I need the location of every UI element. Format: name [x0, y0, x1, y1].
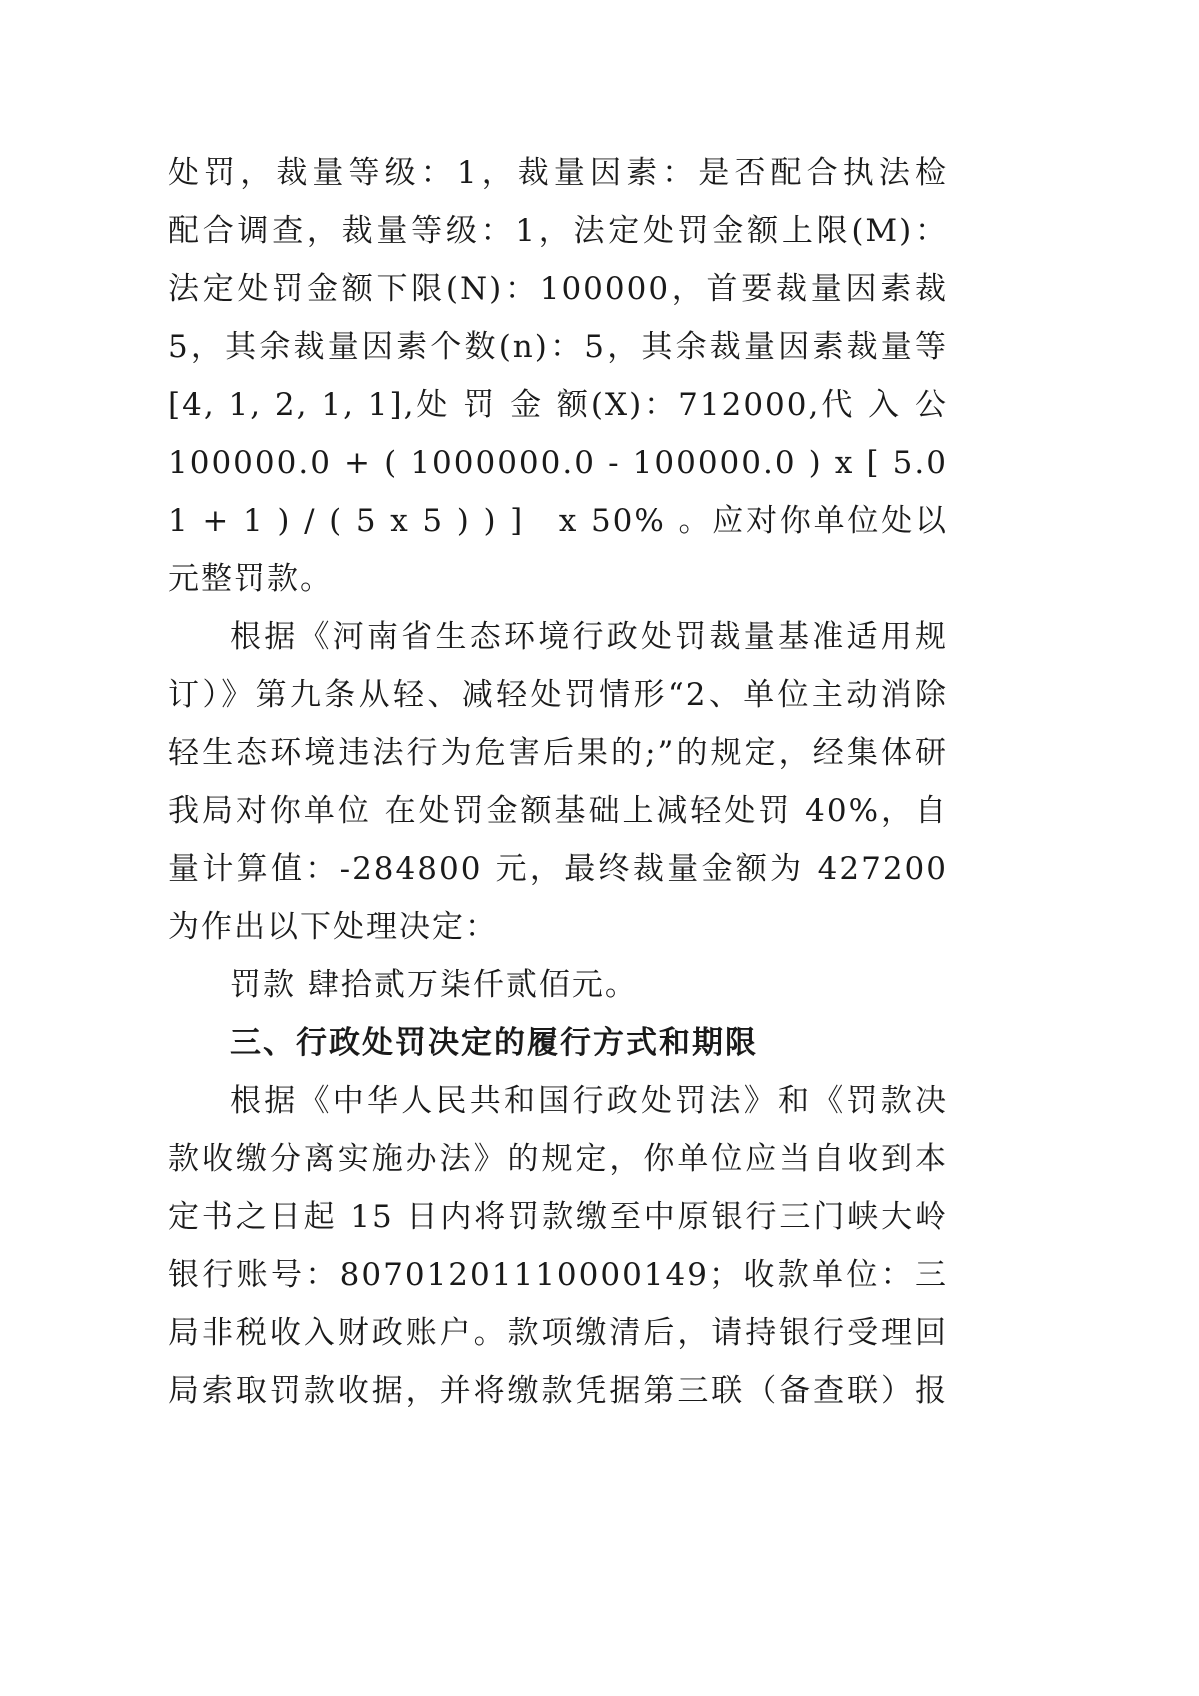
text-line: [4, 1, 2, 1, 1],处 罚 金 额(X)：712000,代 入 公 [168, 387, 948, 423]
text-line: 为作出以下处理决定： [168, 909, 498, 945]
text-line: 处罚，裁量等级：1，裁量因素：是否配合执法检 [168, 155, 948, 191]
text-line: 局非税收入财政账户。款项缴清后，请持银行受理回 [168, 1315, 948, 1351]
text-line: 款收缴分离实施办法》的规定，你单位应当自收到本 [168, 1141, 948, 1177]
penalty-decision-line: 罚款 肆拾贰万柒仟贰佰元。 [230, 967, 638, 1003]
text-line: 定书之日起 15 日内将罚款缴至中原银行三门峡大岭 [168, 1199, 948, 1235]
text-line: 我局对你单位 在处罚金额基础上减轻处罚 40%，自 [168, 793, 948, 829]
section-heading: 三、行政处罚决定的履行方式和期限 [230, 1025, 758, 1061]
text-line: 5，其余裁量因素个数(n)：5，其余裁量因素裁量等 [168, 329, 948, 365]
text-line: 法定处罚金额下限(N)：100000，首要裁量因素裁 [168, 271, 948, 307]
text-line: 订）》第九条从轻、减轻处罚情形“2、单位主动消除 [168, 677, 948, 713]
text-line: 配合调查，裁量等级：1，法定处罚金额上限(M)： [168, 213, 948, 249]
text-line: 银行账号：80701201110000149；收款单位：三 [168, 1257, 948, 1293]
text-line: 元整罚款。 [168, 561, 333, 597]
text-line: 局索取罚款收据，并将缴款凭据第三联（备查联）报 [168, 1373, 948, 1409]
text-line: 轻生态环境违法行为危害后果的;”的规定，经集体研 [168, 735, 948, 771]
paragraph-start-line: 根据《河南省生态环境行政处罚裁量基准适用规 [230, 619, 948, 655]
text-line: 100000.0 + ( 1000000.0 - 100000.0 ) x [ 5.0 [168, 445, 948, 481]
paragraph-start-line: 根据《中华人民共和国行政处罚法》和《罚款决 [230, 1083, 948, 1119]
text-line: 1 + 1 ) / ( 5 x 5 ) ) ] x 50% 。应对你单位处以 [168, 503, 948, 539]
text-line: 量计算值：-284800 元，最终裁量金额为 427200 [168, 851, 948, 887]
document-page [168, 144, 948, 1420]
